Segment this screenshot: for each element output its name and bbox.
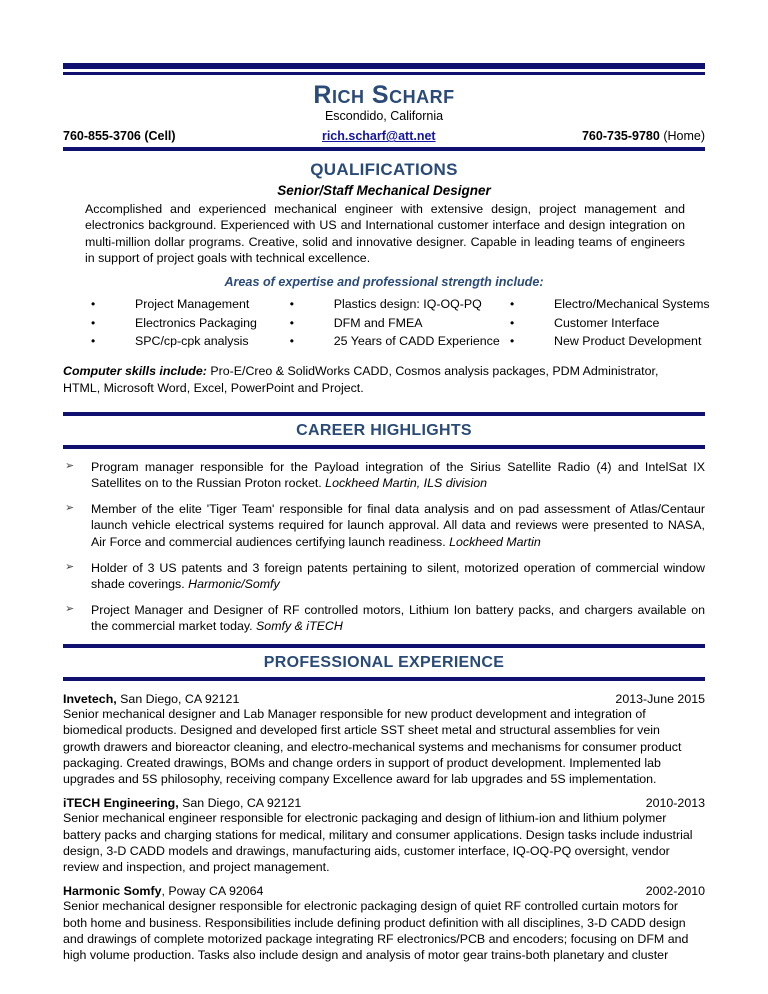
job-dates: 2013-June 2015 [615,692,705,707]
job-location: , Poway CA 92064 [161,884,264,899]
expertise-item-label: Project Management [135,296,250,311]
career-highlights-list [63,449,705,634]
phone-home-label: (Home) [659,129,705,144]
expertise-item [290,314,510,333]
qualifications-heading: QUALIFICATIONS [310,160,458,180]
job-description: Senior mechanical engineer responsible for electronic packaging and design of lithium-ion and lithium polymer battery packs and charging stations for medical, military and consumer applications. Design tasks include industrial design, 3-D CADD models and drawings, manufacturing aids, customer interface, IQ-OQ-PQ oversight, vendor review and inspection, and project management. [63,811,693,875]
computer-skills-text: Pro-E/Creo & SolidWorks CADD, Cosmos analysis packages, PDM Administrator, HTML, Microsoft Word, Excel, PowerPoint and Project. [63,364,659,395]
job-company: Invetech, [63,692,117,707]
expertise-item [510,295,710,314]
resume-header [63,0,705,151]
bullet-icon: • [91,296,96,311]
expertise-item [510,314,705,333]
expertise-column-1 [91,295,290,352]
highlight-item [63,560,705,592]
job-entry [63,692,705,787]
bullet-icon: • [510,334,515,349]
expertise-item-label: Customer Interface [554,315,660,330]
expertise-item [290,332,510,351]
expertise-columns [91,295,710,352]
highlight-emphasis: Harmonic/Somfy [188,576,280,591]
expertise-column-2 [290,295,510,352]
expertise-item [290,295,510,314]
contact-row [63,129,705,143]
job-location: San Diego, CA 92121 [178,796,302,811]
arrow-bullet-icon: ➢ [65,560,75,573]
bullet-icon: • [510,315,515,330]
job-header [63,884,705,898]
bullet-icon: • [91,334,96,349]
job-dates: 2002-2010 [645,884,705,899]
areas-of-expertise-title: Areas of expertise and professional strength include: [224,274,544,289]
resume-page [63,0,710,972]
highlight-text: Holder of 3 US patents and 3 foreign patents pertaining to silent, motorized operation of commercial window shade coverings. [91,560,705,591]
job-entry [63,796,705,875]
candidate-name: Rich Scharf [313,81,455,109]
job-company-line [63,884,263,898]
expertise-column-3 [510,295,710,352]
header-rule-second [63,72,705,75]
expertise-item-label: Plastics design: IQ-OQ-PQ [333,296,482,311]
bullet-icon: • [289,315,294,330]
highlight-text: Project Manager and Designer of RF controlled motors, Lithium Ion battery packs, and chargers available on the commercial market today. [91,602,705,634]
qualifications-summary: Accomplished and experienced mechanical engineer with extensive design, project management and electronics background. Experienced with US and International customer interface and design integration on multi-million dollar programs. Creative, solid and innovative designer. Capable in leading teams of engineers in support of project goals with technical excellence. [85,202,685,265]
candidate-location: Escondido, California [324,109,444,124]
job-dates: 2010-2013 [645,796,705,811]
arrow-bullet-icon: ➢ [65,460,75,473]
bullet-icon: • [91,315,96,330]
expertise-item-label: Electro/Mechanical Systems [554,296,710,311]
computer-skills-line [63,363,683,396]
email-link[interactable]: rich.scharf@att.net [321,129,436,144]
job-entry [63,884,705,963]
job-company-line [63,796,301,810]
expertise-item-label: DFM and FMEA [333,315,423,330]
job-company: Harmonic Somfy [63,884,162,899]
highlight-item [63,501,705,549]
job-header [63,796,705,810]
job-description: Senior mechanical designer responsible for electronic packaging design of quiet RF controlled curtain motors for both home and business. Responsibilities include defining product definition with all disciplines, 3-D CADD design and drawings of complete motorized package integrating RF electronics/PCB and encoders; focusing on DFM and high volume production. Tasks also include design and analysis of motor gear trains-both planetary and cluster [63,899,689,963]
bullet-icon: • [289,334,294,349]
qualifications-subtitle: Senior/Staff Mechanical Designer [277,183,491,199]
highlight-item [63,459,705,491]
highlight-emphasis: Lockheed Martin [449,534,541,549]
highlight-emphasis: Somfy & iTECH [256,619,343,634]
arrow-bullet-icon: ➢ [65,602,75,615]
career-highlights-section [63,412,705,634]
phone-home [582,129,705,143]
phone-cell: 760-855-3706 (Cell) [63,129,176,144]
arrow-bullet-icon: ➢ [65,502,75,515]
expertise-item-label: 25 Years of CADD Experience [333,334,500,349]
expertise-item-label: SPC/cp-cpk analysis [135,334,249,349]
job-description: Senior mechanical designer and Lab Manager responsible for new product development and integration of biomedical products. Designed and developed first article SST sheet metal and structural assemblies for vein growth drawers and bioreactor cleaning, and electro-mechanical systems and mechanisms for consumer product packaging. Created drawings, BOMs and change orders in support of product development. Implemented lab upgrades and 5S philosophy, receiving company Excellence award for lab upgrades and 5S implementation. [63,707,682,787]
job-location: San Diego, CA 92121 [116,692,240,707]
bullet-icon: • [289,296,294,311]
job-company-line [63,692,239,706]
expertise-item [91,332,290,351]
highlight-emphasis: Lockheed Martin, ILS division [325,476,488,491]
qualifications-section [63,151,710,396]
job-list [63,681,705,963]
bullet-icon: • [510,296,515,311]
expertise-item [91,314,290,333]
highlight-item [63,602,705,634]
phone-home-number: 760-735-9780 [581,129,660,144]
professional-experience-heading: PROFESSIONAL EXPERIENCE [263,654,505,672]
expertise-item-label: Electronics Packaging [135,315,257,330]
highlight-text: Program manager responsible for the Payload integration of the Sirius Satellite Radio (4) and IntelSat IX Satellites on to the Russian Proton rocket. [91,460,705,491]
career-highlights-heading: CAREER HIGHLIGHTS [296,422,472,440]
job-header [63,692,705,706]
highlight-text: Member of the elite 'Tiger Team' responsible for final data analysis and on pad assessment of Atlas/Centaur launch vehicle electrical systems required for launch approval. All data and reviews were presented to NASA, Air Force and commercial audiences certifying launch readiness. [91,502,705,549]
job-company: iTECH Engineering, [63,796,179,811]
computer-skills-label: Computer skills include: [63,364,207,379]
expertise-item [510,332,705,351]
expertise-item-label: New Product Development [554,334,702,349]
expertise-item [91,295,290,314]
professional-experience-section [63,644,705,963]
email-container [176,129,582,143]
